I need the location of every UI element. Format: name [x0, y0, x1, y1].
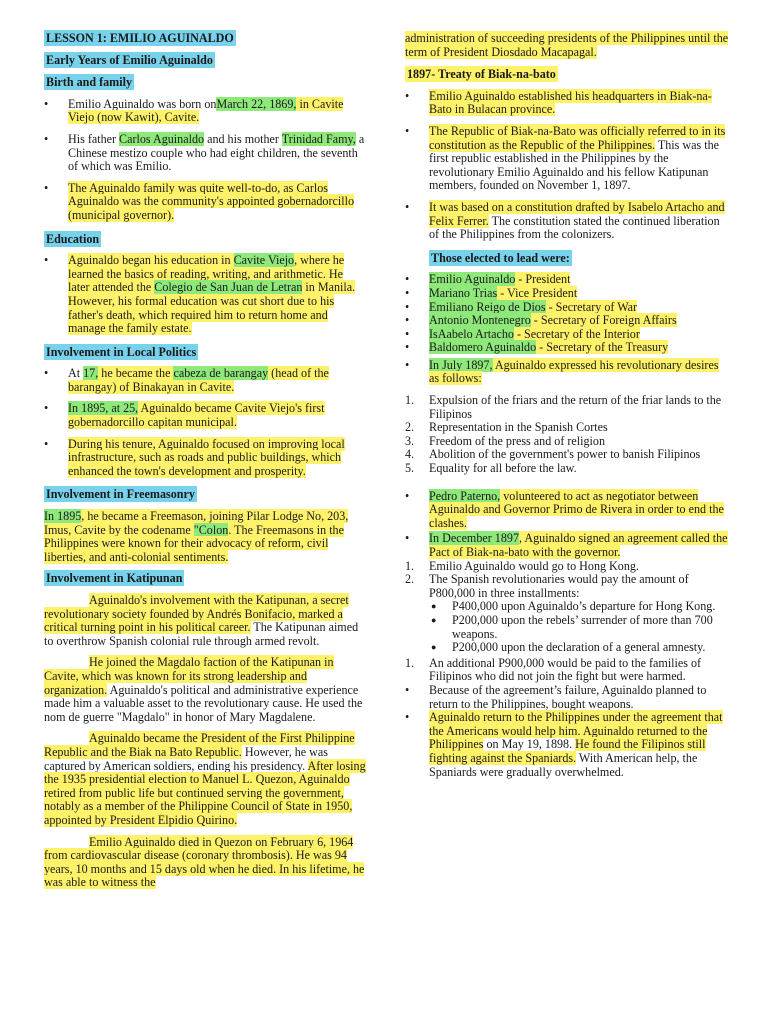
- list-number: 1.: [405, 558, 415, 573]
- officer-item: [405, 314, 730, 328]
- officer-item: [405, 301, 730, 315]
- officer-role: - Secretary of Foreign Affairs: [530, 313, 677, 328]
- right-column: [405, 32, 730, 779]
- list-item: • In 1895, at 25, Aguinaldo became Cavite Viejo's first gobernadorcillo capitan municipal.: [44, 402, 366, 429]
- list-item: • The Republic of Biak-na-Bato was officially referred to in its constitution as the Republic of the Philippines. This was the first republic established in the Philippines by the revolutionary Emilio Aguinaldo and his fellow Katipunan members, founded on November 1, 1897.: [405, 125, 730, 193]
- list-item: • During his tenure, Aguinaldo focused on improving local infrastructure, such as roads and public buildings, which enhanced the town's development and prosperity.: [44, 438, 366, 479]
- pact-item: [405, 560, 730, 574]
- pact-item: [405, 573, 730, 600]
- list-item: • His father Carlos Aguinaldo and his mother Trinidad Famy, a Chinese mestizo couple who had eight children, the seventh of which was Emilio.: [44, 133, 366, 174]
- heading-early-years: Early Years of Emilio Aguinaldo: [46, 52, 213, 67]
- list-item: • In December 1897, Aguinaldo signed an agreement called the Pact of Biak-na-bato with the governor.: [405, 532, 730, 559]
- officers-list: [405, 273, 730, 355]
- desire-item: [405, 421, 730, 435]
- birth-family-list: [44, 98, 366, 223]
- officer-item: [405, 273, 730, 287]
- officer-item: [405, 328, 730, 342]
- heading-birth-family: Birth and family: [46, 75, 133, 90]
- list-item: • It was based on a constitution drafted by Isabelo Artacho and Felix Ferrer. The constitution stated the continued liberation of the Philippines from the colonizers.: [405, 201, 730, 242]
- freemasonry-paragraph: In 1895, he became a Freemason, joining Pilar Lodge No, 203, Imus, Cavite by the codename "Colon. The Freemasons in the Philippines were known for their advocacy of reform, civil liberties, and anti-colonial sentiments.: [44, 509, 349, 564]
- officer-name: IsAabelo Artacho: [429, 326, 514, 341]
- desire-text: Abolition of the government's power to banish Filipinos: [429, 447, 701, 462]
- officer-item: [405, 287, 730, 301]
- treaty-list: [405, 90, 730, 242]
- officer-name: Antonio Montenegro: [429, 313, 531, 328]
- list-item: • Aguinaldo began his education in Cavite Viejo, where he learned the basics of reading, writing, and arithmetic. He later attended the Colegio de San Juan de Letran in Manila. However, his formal education was cut short due to his father's death, which required him to return home and manage the family estate.: [44, 254, 366, 336]
- desire-item: [405, 394, 730, 421]
- katipunan-paragraph-3: Aguinaldo became the President of the First Philippine Republic and the Biak na Bato Republic. However, he was captured by American soldiers, ending his presidency. After losing the 1935 presidential election to Manuel L. Quezon, Aguinaldo retired from public life but continued serving the government, notably as a member of the Philippine Council of State in 1950, appointed by President Elpidio Quirino.: [44, 731, 366, 827]
- katipunan-paragraph-2: He joined the Magdalo faction of the Katipunan in Cavite, which was known for its strong leadership and organization. Aguinaldo's political and administrative experience made him a valuable asset to the revolutionary cause. He used the nom de guerre "Magdalo" in honor of Mary Magdalene.: [44, 655, 363, 724]
- heading-education: Education: [46, 231, 100, 246]
- list-item: • Emilio Aguinaldo established his headquarters in Biak-na-Bato in Bulacan province.: [405, 90, 730, 117]
- desire-item: [405, 448, 730, 462]
- officer-role: - President: [515, 272, 571, 287]
- education-list: [44, 254, 366, 336]
- desire-text: Expulsion of the friars and the return of the friar lands to the Filipinos: [429, 393, 722, 421]
- officer-role: - Secretary of the Interior: [513, 326, 640, 341]
- installment-item: ● P200,000 upon the declaration of a general amnesty.: [429, 641, 730, 655]
- list-number: 4.: [405, 447, 415, 462]
- list-item: • Pedro Paterno, volunteered to act as negotiator between Aguinaldo and Governor Primo de Rivera in order to end the clashes.: [405, 490, 730, 531]
- officer-item: [405, 341, 730, 355]
- pact-list: [405, 560, 730, 601]
- installment-item: ● P400,000 upon Aguinaldo’s departure for Hong Kong.: [429, 600, 730, 614]
- return-list: [405, 684, 730, 779]
- desire-text: Equality for all before the law.: [429, 461, 577, 476]
- desire-text: Representation in the Spanish Cortes: [429, 420, 608, 435]
- heading-local-politics: Involvement in Local Politics: [46, 344, 197, 359]
- left-column: [44, 32, 366, 890]
- heading-freemasonry: Involvement in Freemasonry: [46, 487, 195, 502]
- list-item: • In July 1897, Aguinaldo expressed his revolutionary desires as follows:: [405, 359, 730, 386]
- list-item: • Emilio Aguinaldo was born onMarch 22, 1869, in Cavite Viejo (now Kawit), Cavite.: [44, 98, 366, 125]
- officer-role: - Secretary of War: [545, 299, 638, 314]
- pact-text: Emilio Aguinaldo would go to Hong Kong.: [429, 558, 639, 573]
- officer-name: Mariano Trias: [429, 285, 498, 300]
- list-number: 2.: [405, 572, 415, 587]
- list-number: 3.: [405, 433, 415, 448]
- additional-list: [405, 657, 730, 684]
- heading-elected: Those elected to lead were:: [431, 250, 570, 265]
- officer-role: - Secretary of the Treasury: [536, 340, 669, 355]
- list-number: 1.: [405, 393, 415, 408]
- lesson-title: LESSON 1: EMILIO AGUINALDO: [46, 31, 234, 45]
- list-item: • Because of the agreement’s failure, Aguinaldo planned to return to the Philippines, bought weapons.: [405, 684, 730, 711]
- officer-name: Baldomero Aguinaldo: [429, 340, 537, 355]
- installment-item: ● P200,000 upon the rebels’ surrender of more than 700 weapons.: [429, 614, 730, 641]
- list-item: • At 17, he became the cabeza de barangay (head of the barangay) of Binakayan in Cavite.: [44, 367, 366, 394]
- officer-name: Emilio Aguinaldo: [429, 272, 516, 287]
- list-number: 2.: [405, 420, 415, 435]
- desire-item: [405, 462, 730, 476]
- heading-treaty: 1897- Treaty of Biak-na-bato: [407, 67, 556, 82]
- july-list: [405, 359, 730, 386]
- list-number: 5.: [405, 461, 415, 476]
- list-item: • Aguinaldo return to the Philippines under the agreement that the Americans would help him. Aguinaldo returned to the Philippines on May 19, 1898. He found the Filipinos still fighting against the Spaniards. With American help, the Spaniards were gradually overwhelmed.: [405, 711, 730, 779]
- local-politics-list: [44, 367, 366, 478]
- list-item: • The Aguinaldo family was quite well-to-do, as Carlos Aguinaldo was the community's appointed gobernadorcillo (municipal governor).: [44, 182, 366, 223]
- desire-text: Freedom of the press and of religion: [429, 433, 605, 448]
- installments-list: [405, 600, 730, 654]
- continued-paragraph: administration of succeeding presidents of the Philippines until the term of President Diosdado Macapagal.: [405, 31, 729, 59]
- pact-text: The Spanish revolutionaries would pay the amount of P800,000 in three installments:: [429, 572, 689, 600]
- katipunan-paragraph-1: Aguinaldo's involvement with the Katipunan, a secret revolutionary society founded by Andrés Bonifacio, marked a critical turning point in his political career. The Katipunan aimed to overthrow Spanish colonial rule through armed revolt.: [44, 593, 359, 648]
- desire-item: [405, 435, 730, 449]
- negotiation-list: [405, 490, 730, 560]
- officer-role: - Vice President: [497, 285, 578, 300]
- list-item: 1. An additional P900,000 would be paid to the families of Filipinos who did not join the fight but were harmed.: [405, 655, 702, 684]
- katipunan-paragraph-4: Emilio Aguinaldo died in Quezon on February 6, 1964 from cardiovascular disease (coronary thrombosis). He was 94 years, 10 months and 15 days old when he died. In his lifetime, he was able to witness the: [44, 834, 365, 890]
- officer-name: Emiliano Reigo de Dios: [429, 299, 546, 314]
- desires-list: [405, 394, 730, 476]
- heading-katipunan: Involvement in Katipunan: [46, 571, 183, 586]
